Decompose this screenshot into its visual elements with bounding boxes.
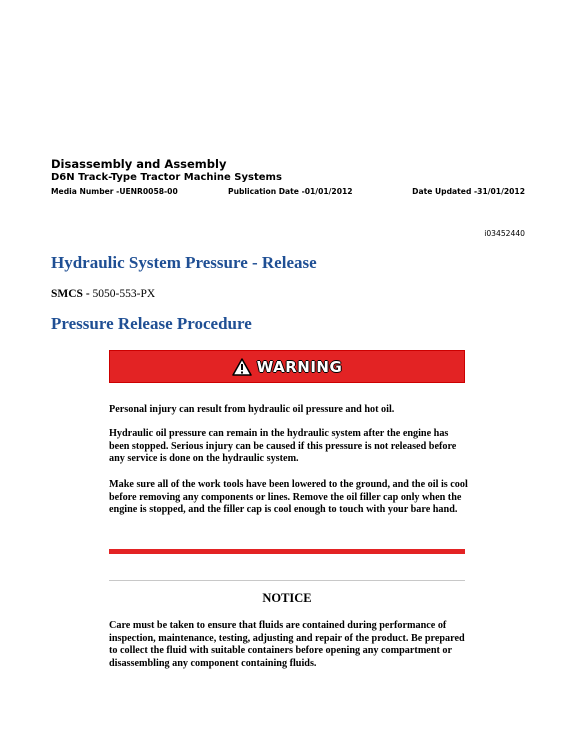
document-category: Disassembly and Assembly (51, 157, 227, 171)
page-title: Hydraulic System Pressure - Release (51, 253, 317, 272)
section-title: Pressure Release Procedure (51, 314, 252, 333)
warning-label: WARNING (256, 357, 343, 376)
notice-divider (109, 580, 465, 581)
smcs-label: SMCS - (51, 288, 90, 300)
warning-paragraph: Make sure all of the work tools have been lowered to the ground, and the oil is cool before removing any components or lines. Remove the oil filler cap only when the engine is stopped, and the filler cap is cool enough to touch with your bare hand. (109, 479, 468, 516)
warning-paragraph: Hydraulic oil pressure can remain in the hydraulic system after the engine has been stopped. Serious injury can be caused if this pressure is not released before any service is done on the hydraulic system. (109, 428, 457, 465)
smcs-code (51, 288, 155, 300)
warning-triangle-icon (232, 358, 252, 376)
notice-heading: NOTICE (262, 591, 312, 605)
warning-bottom-bar (109, 549, 465, 554)
document-id: i03452440 (484, 229, 525, 238)
smcs-value: 5050-553-PX (89, 288, 156, 300)
warning-banner (109, 350, 465, 383)
notice-text: Care must be taken to ensure that fluids are contained during performance of inspection, maintenance, testing, adjusting and repair of the product. Be prepared to collect the fluid with suitable containers before opening any compartment or disassembling any component containing fluids. (109, 620, 465, 669)
date-updated: Date Updated -31/01/2012 (412, 187, 525, 196)
publication-date: Publication Date -01/01/2012 (228, 187, 353, 196)
document-subtitle: D6N Track-Type Tractor Machine Systems (51, 172, 282, 183)
media-number: Media Number -UENR0058-00 (51, 187, 178, 196)
warning-paragraph: Personal injury can result from hydraulic oil pressure and hot oil. (109, 404, 395, 415)
